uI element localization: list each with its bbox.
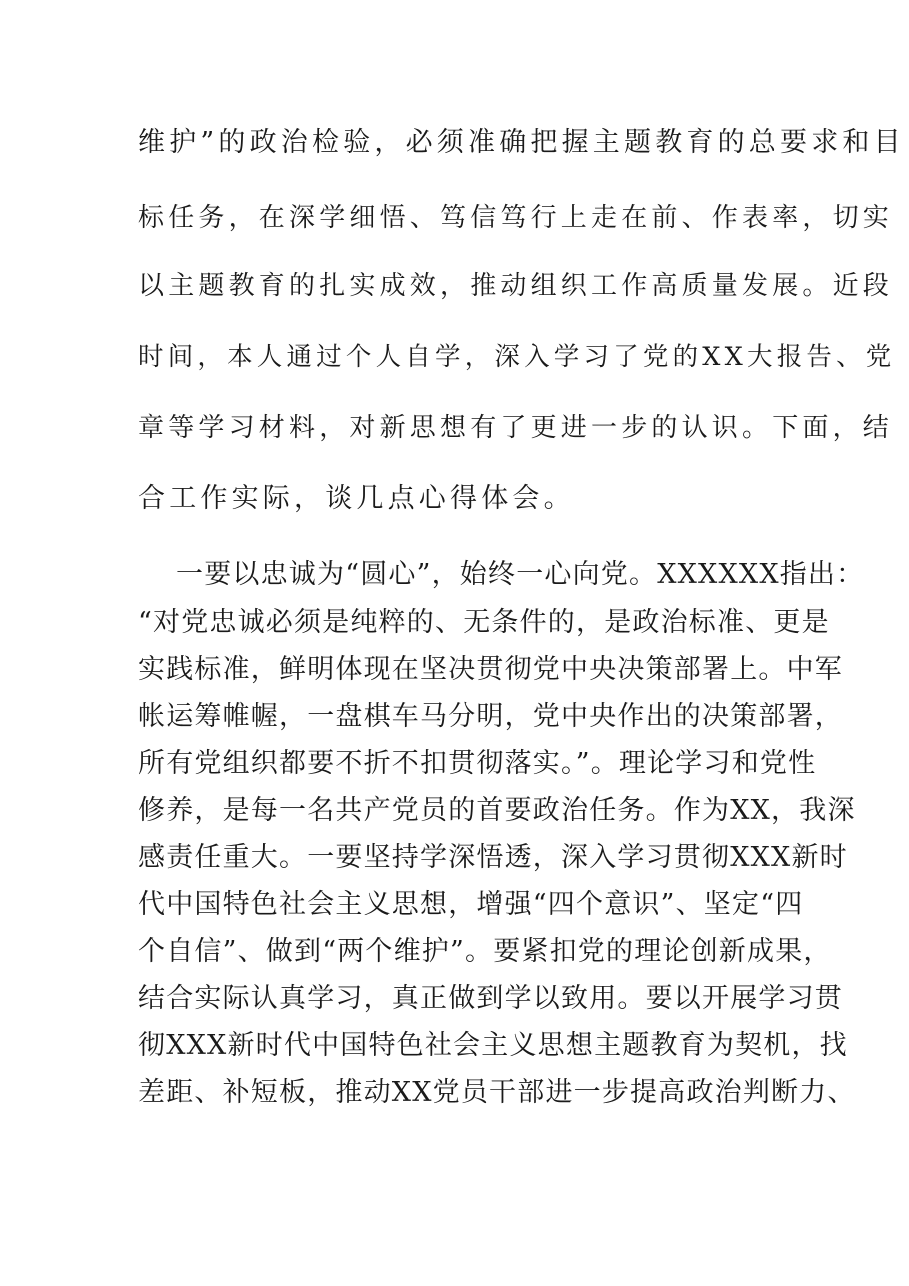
paragraph-2-line: 感责任重大。一要坚持学深悟透，深入学习贯彻XXX新时 [138,842,848,873]
paragraph-1-line: 时间，本人通过个人自学，深入学习了党的XX大报告、党 [138,342,896,372]
paragraph-2-line: 一要以忠诚为“圆心”，始终一心向党。XXXXXX指出： [176,559,865,590]
paragraph-2-line: 个自信”、做到“两个维护”。要紧扣党的理论创新成果， [138,936,832,967]
paragraph-2-line: 结合实际认真学习，真正做到学以致用。要以开展学习贯 [138,983,843,1014]
paragraph-2-line: 代中国特色社会主义思想，增强“四个意识”、坚定“四 [138,889,804,920]
paragraph-1-line: 章等学习材料，对新思想有了更进一步的认识。下面，结 [138,413,894,443]
paragraph-2-line: 所有党组织都要不折不扣贯彻落实。”。理论学习和党性 [138,748,817,779]
paragraph-1-line: 合工作实际，谈几点心得体会。 [138,483,575,514]
paragraph-2-line: 修养，是每一名共产党员的首要政治任务。作为XX，我深 [138,795,856,826]
paragraph-1-line: 维护”的政治检验，必须准确把握主题教育的总要求和目 [138,127,905,158]
paragraph-2-line: 彻XXX新时代中国特色社会主义思想主题教育为契机，找 [138,1030,848,1061]
paragraph-1-line: 以主题教育的扎实成效，推动组织工作高质量发展。近段 [138,271,894,301]
paragraph-2-line: 帐运筹帷幄，一盘棋车马分明，党中央作出的决策部署， [138,701,843,732]
paragraph-2-line: “对党忠诚必须是纯粹的、无条件的，是政治标准、更是 [138,607,830,638]
paragraph-2-line: 实践标准，鲜明体现在坚决贯彻党中央决策部署上。中军 [138,654,843,685]
paragraph-1-line: 标任务，在深学细悟、笃信笃行上走在前、作表率，切实 [138,203,894,233]
paragraph-2-line: 差距、补短板，推动XX党员干部进一步提高政治判断力、 [138,1077,856,1108]
